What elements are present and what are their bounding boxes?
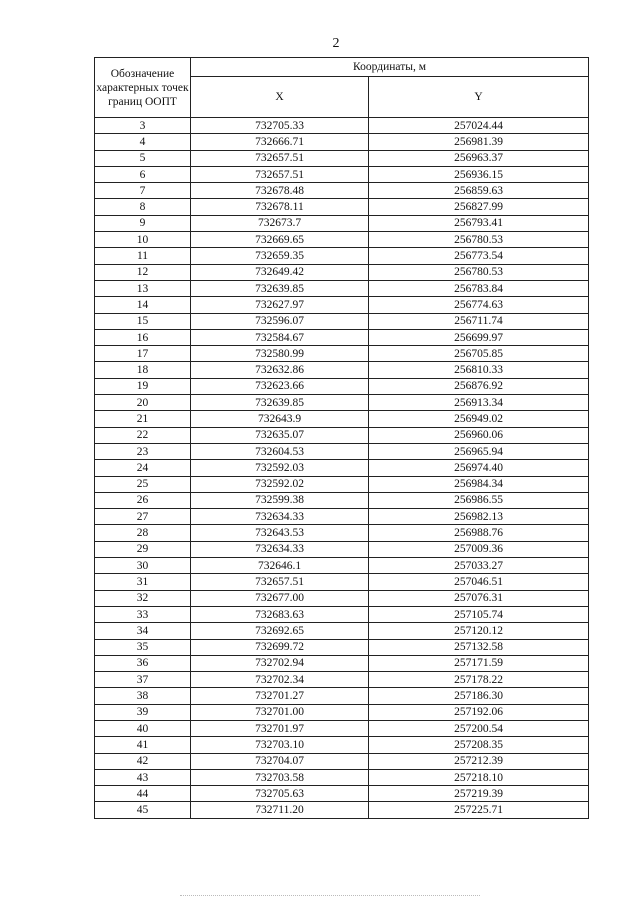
point-cell: 31 (95, 574, 191, 590)
point-cell: 9 (95, 215, 191, 231)
y-cell: 257219.39 (369, 786, 589, 802)
y-cell: 257046.51 (369, 574, 589, 590)
x-cell: 732701.27 (191, 688, 369, 704)
x-cell: 732701.00 (191, 704, 369, 720)
y-cell: 257186.30 (369, 688, 589, 704)
table-row (95, 329, 589, 345)
point-cell: 14 (95, 297, 191, 313)
x-cell: 732657.51 (191, 574, 369, 590)
point-cell: 7 (95, 183, 191, 199)
x-cell: 732702.34 (191, 672, 369, 688)
y-cell: 257218.10 (369, 769, 589, 785)
point-cell: 13 (95, 280, 191, 296)
x-cell: 732592.03 (191, 460, 369, 476)
y-cell: 256982.13 (369, 509, 589, 525)
table-row (95, 346, 589, 362)
point-cell: 5 (95, 150, 191, 166)
y-cell: 256780.53 (369, 264, 589, 280)
table-row (95, 655, 589, 671)
y-cell: 257200.54 (369, 720, 589, 736)
table-row (95, 639, 589, 655)
x-cell: 732580.99 (191, 346, 369, 362)
point-cell: 19 (95, 378, 191, 394)
y-cell: 257132.58 (369, 639, 589, 655)
y-cell: 256793.41 (369, 215, 589, 231)
point-cell: 42 (95, 753, 191, 769)
table-row (95, 215, 589, 231)
x-cell: 732701.97 (191, 720, 369, 736)
table-row (95, 606, 589, 622)
x-cell: 732657.51 (191, 166, 369, 182)
y-cell: 256984.34 (369, 476, 589, 492)
page-number: 2 (332, 36, 340, 51)
x-cell: 732632.86 (191, 362, 369, 378)
y-cell: 257024.44 (369, 118, 589, 134)
y-cell: 256711.74 (369, 313, 589, 329)
table-row (95, 427, 589, 443)
table-row (95, 672, 589, 688)
x-cell: 732634.33 (191, 509, 369, 525)
point-cell: 12 (95, 264, 191, 280)
x-cell: 732657.51 (191, 150, 369, 166)
x-cell: 732678.48 (191, 183, 369, 199)
table-row (95, 574, 589, 590)
table-row (95, 362, 589, 378)
point-cell: 22 (95, 427, 191, 443)
y-cell: 256949.02 (369, 411, 589, 427)
x-cell: 732599.38 (191, 492, 369, 508)
x-cell: 732659.35 (191, 248, 369, 264)
y-cell: 257225.71 (369, 802, 589, 818)
point-cell: 38 (95, 688, 191, 704)
footer-scan-artifact (180, 895, 480, 898)
point-cell: 3 (95, 118, 191, 134)
y-cell: 257212.39 (369, 753, 589, 769)
y-cell: 256859.63 (369, 183, 589, 199)
x-cell: 732604.53 (191, 443, 369, 459)
y-cell: 256986.55 (369, 492, 589, 508)
x-cell: 732683.63 (191, 606, 369, 622)
table-row (95, 280, 589, 296)
point-cell: 20 (95, 395, 191, 411)
coordinates-table (94, 57, 589, 819)
table-row (95, 378, 589, 394)
table-row (95, 395, 589, 411)
y-cell: 256960.06 (369, 427, 589, 443)
x-cell: 732699.72 (191, 639, 369, 655)
y-cell: 256988.76 (369, 525, 589, 541)
table-row (95, 150, 589, 166)
x-cell: 732627.97 (191, 297, 369, 313)
x-cell: 732705.63 (191, 786, 369, 802)
point-cell: 36 (95, 655, 191, 671)
table-row (95, 232, 589, 248)
y-cell: 256774.63 (369, 297, 589, 313)
table-row (95, 134, 589, 150)
y-cell: 257105.74 (369, 606, 589, 622)
y-cell: 256963.37 (369, 150, 589, 166)
table-row (95, 443, 589, 459)
table-row (95, 264, 589, 280)
point-cell: 28 (95, 525, 191, 541)
table-row (95, 802, 589, 818)
x-cell: 732639.85 (191, 395, 369, 411)
coordinates-header: Координаты, м (191, 58, 589, 77)
table-body (95, 118, 589, 819)
point-cell: 23 (95, 443, 191, 459)
point-cell: 35 (95, 639, 191, 655)
table-row (95, 183, 589, 199)
x-cell: 732702.94 (191, 655, 369, 671)
x-cell: 732692.65 (191, 623, 369, 639)
x-cell: 732639.85 (191, 280, 369, 296)
y-cell: 256699.97 (369, 329, 589, 345)
y-cell: 257192.06 (369, 704, 589, 720)
x-cell: 732643.9 (191, 411, 369, 427)
point-cell: 26 (95, 492, 191, 508)
point-cell: 4 (95, 134, 191, 150)
y-cell: 257178.22 (369, 672, 589, 688)
table-row (95, 248, 589, 264)
point-cell: 27 (95, 509, 191, 525)
point-cell: 43 (95, 769, 191, 785)
table-row (95, 199, 589, 215)
point-cell: 8 (95, 199, 191, 215)
table-row (95, 558, 589, 574)
table-row (95, 492, 589, 508)
x-column-header: X (191, 77, 369, 118)
y-cell: 256773.54 (369, 248, 589, 264)
table-row (95, 525, 589, 541)
table-row (95, 688, 589, 704)
point-cell: 25 (95, 476, 191, 492)
table-row (95, 411, 589, 427)
table-row (95, 297, 589, 313)
x-cell: 732704.07 (191, 753, 369, 769)
table-row (95, 541, 589, 557)
x-cell: 732623.66 (191, 378, 369, 394)
y-cell: 256936.15 (369, 166, 589, 182)
point-cell: 41 (95, 737, 191, 753)
x-cell: 732592.02 (191, 476, 369, 492)
point-cell: 24 (95, 460, 191, 476)
x-cell: 732635.07 (191, 427, 369, 443)
point-cell: 37 (95, 672, 191, 688)
y-cell: 257033.27 (369, 558, 589, 574)
y-cell: 257076.31 (369, 590, 589, 606)
x-cell: 732584.67 (191, 329, 369, 345)
table-row (95, 476, 589, 492)
x-cell: 732646.1 (191, 558, 369, 574)
table-row (95, 623, 589, 639)
point-cell: 34 (95, 623, 191, 639)
point-cell: 32 (95, 590, 191, 606)
x-cell: 732705.33 (191, 118, 369, 134)
point-cell: 33 (95, 606, 191, 622)
y-cell: 256974.40 (369, 460, 589, 476)
y-cell: 257120.12 (369, 623, 589, 639)
x-cell: 732669.65 (191, 232, 369, 248)
y-cell: 256876.92 (369, 378, 589, 394)
table-row (95, 786, 589, 802)
point-cell: 30 (95, 558, 191, 574)
point-cell: 18 (95, 362, 191, 378)
y-cell: 257208.35 (369, 737, 589, 753)
table-row (95, 460, 589, 476)
y-cell: 256780.53 (369, 232, 589, 248)
point-cell: 10 (95, 232, 191, 248)
table-row (95, 590, 589, 606)
point-cell: 17 (95, 346, 191, 362)
y-cell: 256913.34 (369, 395, 589, 411)
x-cell: 732673.7 (191, 215, 369, 231)
y-cell: 256783.84 (369, 280, 589, 296)
table-row (95, 166, 589, 182)
point-cell: 15 (95, 313, 191, 329)
point-cell: 39 (95, 704, 191, 720)
x-cell: 732703.10 (191, 737, 369, 753)
point-cell: 21 (95, 411, 191, 427)
table-row (95, 753, 589, 769)
x-cell: 732643.53 (191, 525, 369, 541)
y-cell: 256965.94 (369, 443, 589, 459)
y-cell: 256827.99 (369, 199, 589, 215)
point-cell: 29 (95, 541, 191, 557)
x-cell: 732677.00 (191, 590, 369, 606)
table-row (95, 509, 589, 525)
table-row (95, 118, 589, 134)
y-cell: 257171.59 (369, 655, 589, 671)
y-cell: 256705.85 (369, 346, 589, 362)
x-cell: 732634.33 (191, 541, 369, 557)
point-cell: 6 (95, 166, 191, 182)
x-cell: 732703.58 (191, 769, 369, 785)
point-cell: 44 (95, 786, 191, 802)
x-cell: 732649.42 (191, 264, 369, 280)
point-column-header: Обозначение характерных точек границ ООПТ (95, 58, 191, 118)
y-cell: 256981.39 (369, 134, 589, 150)
x-cell: 732711.20 (191, 802, 369, 818)
point-cell: 16 (95, 329, 191, 345)
x-cell: 732666.71 (191, 134, 369, 150)
x-cell: 732596.07 (191, 313, 369, 329)
table-row (95, 720, 589, 736)
table-header (95, 58, 589, 118)
y-cell: 257009.36 (369, 541, 589, 557)
table-row (95, 313, 589, 329)
y-column-header: Y (369, 77, 589, 118)
table-row (95, 737, 589, 753)
point-cell: 45 (95, 802, 191, 818)
table-row (95, 704, 589, 720)
x-cell: 732678.11 (191, 199, 369, 215)
point-cell: 11 (95, 248, 191, 264)
table-row (95, 769, 589, 785)
point-cell: 40 (95, 720, 191, 736)
y-cell: 256810.33 (369, 362, 589, 378)
